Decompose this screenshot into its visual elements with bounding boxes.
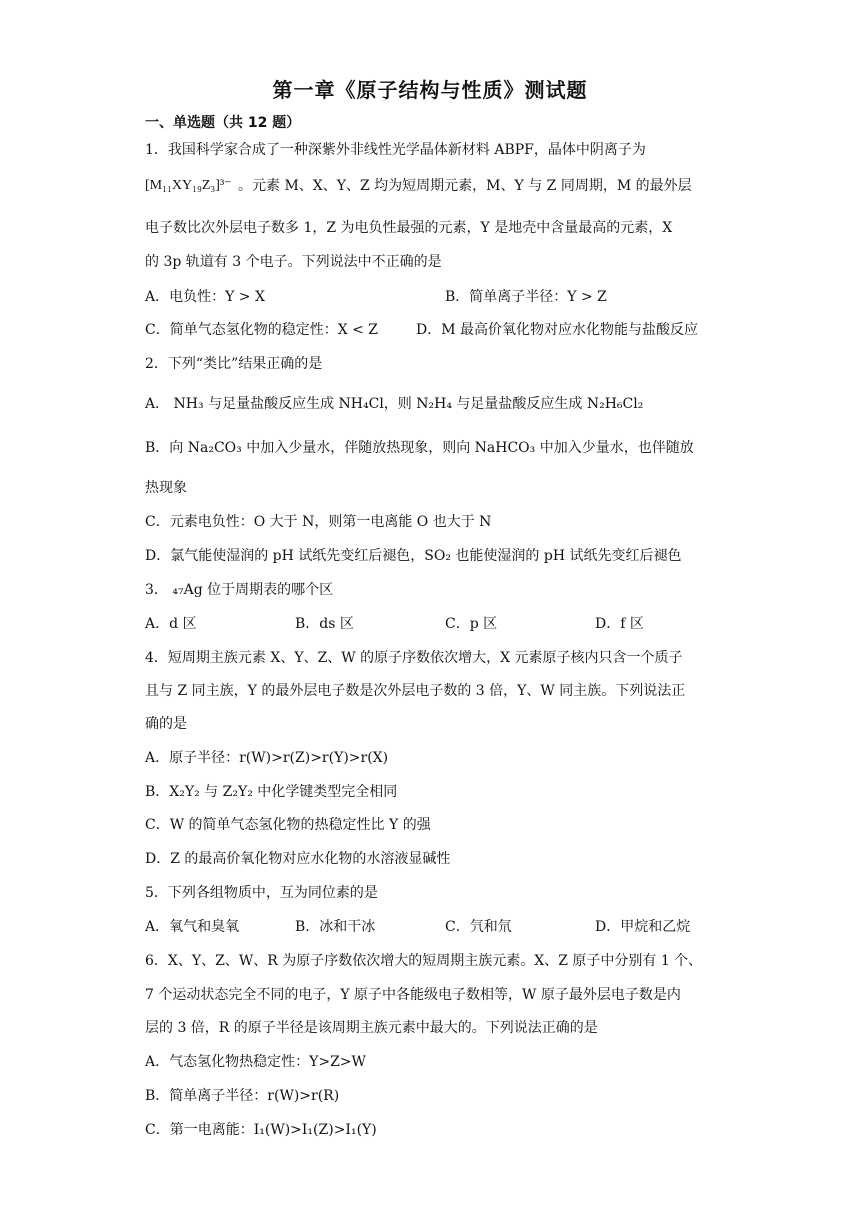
q4-option-b: B．X₂Y₂ 与 Z₂Y₂ 中化学键类型完全相同 [145, 784, 398, 800]
q5-stem: 5．下列各组物质中，互为同位素的是 [145, 885, 378, 901]
q2-option-b-line1: B．向 Na₂CO₃ 中加入少量水，伴随放热现象，则向 NaHCO₃ 中加入少量水，也伴随放 [145, 440, 694, 456]
q5-option-c: C．氕和氘 [445, 919, 512, 935]
q4-option-d: D．Z 的最高价氧化物对应水化物的水溶液显碱性 [145, 851, 451, 867]
q6-option-b: B．简单离子半径：r(W)>r(R) [145, 1088, 340, 1104]
q1-option-b: B．简单离子半径：Y > Z [445, 289, 607, 305]
q6-stem-line1: 6．X、Y、Z、W、R 为原子序数依次增大的短周期主族元素。X、Z 原子中分别有 1 个、 [145, 953, 703, 969]
q2-option-c: C．元素电负性：O 大于 N，则第一电离能 O 也大于 N [145, 514, 492, 530]
q3-option-b: B．ds 区 [295, 616, 354, 632]
q2-stem: 2．下列“类比”结果正确的是 [145, 356, 323, 372]
q4-stem-line2: 且与 Z 同主族，Y 的最外层电子数是次外层电子数的 3 倍，Y、W 同主族。下列说法正 [145, 683, 686, 699]
q4-stem-line1: 4．短周期主族元素 X、Y、Z、W 的原子序数依次增大，X 元素原子核内只含一个质子 [145, 650, 683, 666]
q5-option-a: A．氧气和臭氧 [145, 919, 240, 935]
q4-stem-line3: 确的是 [145, 716, 187, 732]
q1-stem-line4: 的 3p 轨道有 3 个电子。下列说法中不正确的是 [145, 254, 442, 270]
q1-stem-line1: 1．我国科学家合成了一种深紫外非线性光学晶体新材料 ABPF，晶体中阴离子为 [145, 142, 646, 158]
q6-option-a: A．气态氢化物热稳定性：Y>Z>W [145, 1054, 366, 1070]
q6-option-c: C．第一电离能：I₁(W)>I₁(Z)>I₁(Y) [145, 1122, 377, 1138]
q3-stem: 3． ₄₇Ag 位于周期表的哪个区 [145, 582, 334, 598]
q2-option-b-line2: 热现象 [145, 480, 187, 496]
q1-formula: [M₁₁XY₁₉Z₃]³⁻ [145, 178, 232, 193]
q1-stem-line3: 电子数比次外层电子数多 1，Z 为电负性最强的元素，Y 是地壳中含量最高的元素，X [145, 220, 673, 236]
q4-option-a: A．原子半径：r(W)>r(Z)>r(Y)>r(X) [145, 750, 389, 766]
q3-option-c: C．p 区 [445, 616, 498, 632]
q5-option-b: B．冰和干冰 [295, 919, 376, 935]
q3-option-a: A．d 区 [145, 616, 197, 632]
q5-option-d: D．甲烷和乙烷 [595, 919, 691, 935]
q1-option-a: A．电负性：Y > X [145, 289, 265, 305]
q1-stem-line2: 。元素 M、X、Y、Z 均为短周期元素，M、Y 与 Z 同周期，M 的最外层 [238, 178, 692, 194]
q2-option-d: D．氯气能使湿润的 pH 试纸先变红后褪色，SO₂ 也能使湿润的 pH 试纸先变红后褪色 [145, 548, 682, 564]
q4-option-c: C．W 的简单气态氢化物的热稳定性比 Y 的强 [145, 817, 431, 833]
section-heading: 一、单选题（共 12 题） [145, 115, 301, 131]
q3-option-d: D．f 区 [595, 616, 644, 632]
page-title: 第一章《原子结构与性质》测试题 [272, 78, 588, 102]
q6-stem-line2: 7 个运动状态完全不同的电子，Y 原子中各能级电子数相等，W 原子最外层电子数是内 [145, 987, 681, 1003]
q2-option-a: A． NH₃ 与足量盐酸反应生成 NH₄Cl，则 N₂H₄ 与足量盐酸反应生成 N₂H₆Cl₂ [145, 396, 644, 412]
q1-option-c: C．简单气态氢化物的稳定性：X < Z [145, 322, 379, 338]
q1-option-d: D．M 最高价氧化物对应水化物能与盐酸反应 [416, 322, 699, 338]
q6-stem-line3: 层的 3 倍，R 的原子半径是该周期主族元素中最大的。下列说法正确的是 [145, 1020, 598, 1036]
